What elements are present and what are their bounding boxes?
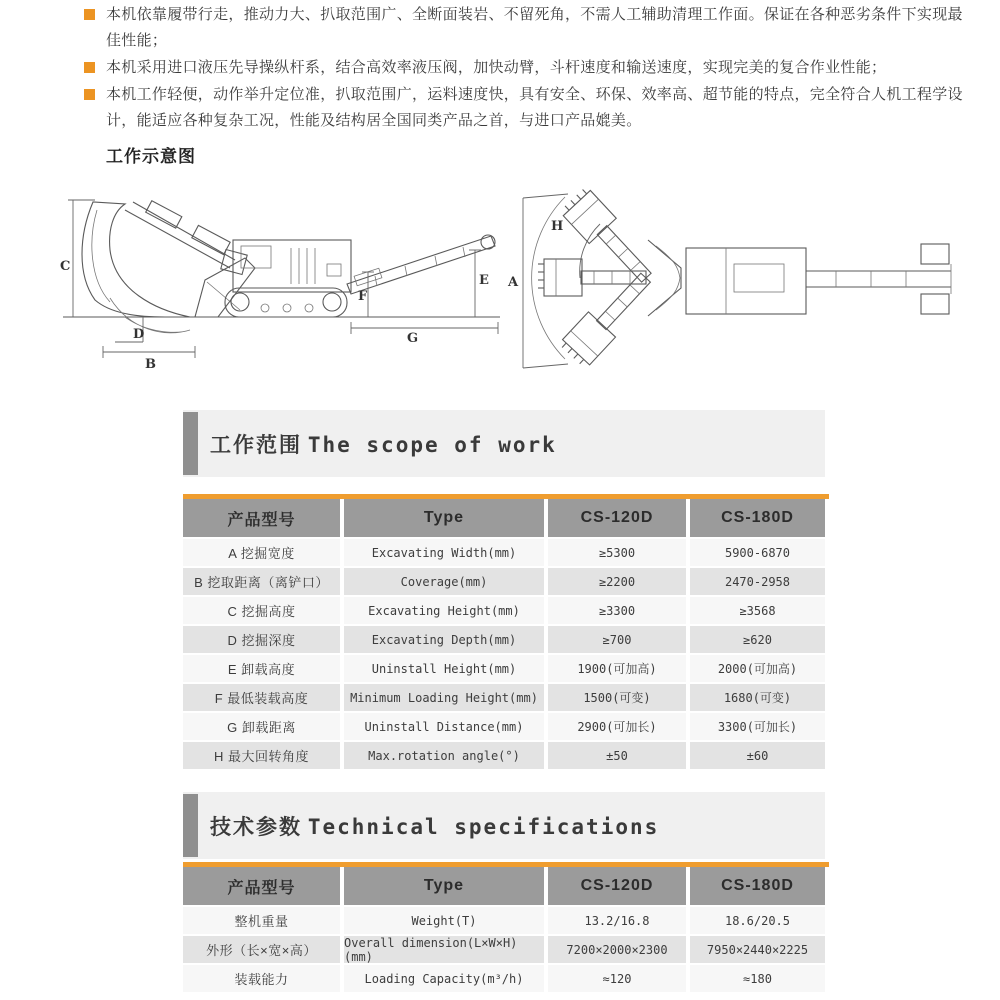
- table-row: [183, 907, 829, 934]
- table-cell: A 挖掘宽度: [183, 539, 340, 566]
- section-header-scope: [183, 410, 825, 477]
- table-row: [183, 936, 829, 963]
- table-row: [183, 655, 829, 682]
- table-cell: 1680(可变): [690, 684, 825, 711]
- table-cell: E 卸载高度: [183, 655, 340, 682]
- table-cell: Excavating Height(mm): [344, 597, 544, 624]
- bullet-square-icon: [84, 89, 95, 100]
- table-cell: ≥620: [690, 626, 825, 653]
- column-header: CS-180D: [690, 867, 825, 905]
- table-row: [183, 713, 829, 740]
- list-item: [84, 82, 970, 134]
- dim-label-H: H: [551, 219, 564, 234]
- table-cell: ≥2200: [548, 568, 686, 595]
- table-cell: Weight(T): [344, 907, 544, 934]
- table-cell: H 最大回转角度: [183, 742, 340, 769]
- section-title-en: Technical specifications: [307, 815, 660, 839]
- column-header: Type: [344, 499, 544, 537]
- table-cell: 5900-6870: [690, 539, 825, 566]
- scope-table: [183, 494, 829, 769]
- diagram-heading: 工作示意图: [106, 147, 196, 166]
- bullet-text: 本机依靠履带行走，推动力大、扒取范围广、全断面装岩、不留死角，不需人工辅助清理工作面。保证在各种恶劣条件下实现最佳性能；: [106, 6, 963, 49]
- dim-label-G: G: [407, 331, 419, 346]
- table-cell: G 卸载距离: [183, 713, 340, 740]
- table-cell: ≈120: [548, 965, 686, 992]
- table-cell: 1900(可加高): [548, 655, 686, 682]
- table-header-row: [183, 867, 829, 905]
- table-cell: Overall dimension(L×W×H)(mm): [344, 936, 544, 963]
- dim-label-F: F: [358, 289, 368, 304]
- table-cell: 2470-2958: [690, 568, 825, 595]
- section-title: [210, 811, 659, 841]
- table-row: [183, 626, 829, 653]
- table-cell: ≥3300: [548, 597, 686, 624]
- dim-label-A: A: [508, 275, 519, 290]
- table-row: [183, 965, 829, 992]
- table-cell: Uninstall Height(mm): [344, 655, 544, 682]
- table-row: [183, 539, 829, 566]
- intro-bullet-list: [84, 2, 970, 135]
- section-bar-icon: [183, 412, 198, 475]
- list-item: [84, 2, 970, 54]
- table-cell: 2900(可加长): [548, 713, 686, 740]
- section-title-en: The scope of work: [307, 433, 557, 457]
- table-cell: Loading Capacity(m³/h): [344, 965, 544, 992]
- side-view-diagram: [55, 180, 505, 385]
- column-header: Type: [344, 867, 544, 905]
- specs-table: [183, 862, 829, 992]
- bullet-square-icon: [84, 9, 95, 20]
- table-cell: ≥700: [548, 626, 686, 653]
- table-row: [183, 684, 829, 711]
- section-bar-icon: [183, 794, 198, 857]
- table-cell: 2000(可加高): [690, 655, 825, 682]
- table-cell: D 挖掘深度: [183, 626, 340, 653]
- table-cell: Excavating Width(mm): [344, 539, 544, 566]
- dim-label-D: D: [133, 327, 145, 342]
- table-cell: 装载能力: [183, 965, 340, 992]
- table-cell: 整机重量: [183, 907, 340, 934]
- table-cell: ≈180: [690, 965, 825, 992]
- table-cell: B 挖取距离（离铲口）: [183, 568, 340, 595]
- table-body: [183, 907, 829, 992]
- table-cell: ±60: [690, 742, 825, 769]
- table-cell: ≥3568: [690, 597, 825, 624]
- column-header: CS-120D: [548, 499, 686, 537]
- table-row: [183, 568, 829, 595]
- table-cell: 3300(可加长): [690, 713, 825, 740]
- top-view-diagram: [496, 168, 964, 396]
- table-cell: Uninstall Distance(mm): [344, 713, 544, 740]
- dim-label-C: C: [60, 259, 71, 274]
- bullet-text: 本机工作轻便，动作举升定位准，扒取范围广，运料速度快，具有安全、环保、效率高、超节能的特点，完全符合人机工程学设计，能适应各种复杂工况，性能及结构居全国同类产品之首，与进口产品媲美。: [106, 86, 963, 129]
- table-cell: 1500(可变): [548, 684, 686, 711]
- table-cell: Minimum Loading Height(mm): [344, 684, 544, 711]
- section-title-cn: 工作范围: [210, 434, 302, 457]
- table-body: [183, 539, 829, 769]
- table-cell: Excavating Depth(mm): [344, 626, 544, 653]
- table-cell: Max.rotation angle(°): [344, 742, 544, 769]
- table-cell: 18.6/20.5: [690, 907, 825, 934]
- table-row: [183, 742, 829, 769]
- dim-label-B: B: [145, 357, 156, 372]
- table-cell: 外形（长×宽×高）: [183, 936, 340, 963]
- dim-label-E: E: [479, 273, 489, 288]
- column-header: 产品型号: [183, 867, 340, 905]
- table-header-row: [183, 499, 829, 537]
- section-title-cn: 技术参数: [210, 816, 302, 839]
- table-cell: ≥5300: [548, 539, 686, 566]
- table-cell: Coverage(mm): [344, 568, 544, 595]
- table-cell: 7950×2440×2225: [690, 936, 825, 963]
- list-item: [84, 55, 970, 81]
- bullet-text: 本机采用进口液压先导操纵杆系，结合高效率液压阀，加快动臂，斗杆速度和输送速度，实现完美的复合作业性能；: [106, 59, 887, 76]
- bullet-square-icon: [84, 62, 95, 73]
- table-row: [183, 597, 829, 624]
- table-cell: C 挖掘高度: [183, 597, 340, 624]
- table-cell: F 最低装载高度: [183, 684, 340, 711]
- table-cell: 7200×2000×2300: [548, 936, 686, 963]
- column-header: CS-180D: [690, 499, 825, 537]
- column-header: CS-120D: [548, 867, 686, 905]
- table-cell: ±50: [548, 742, 686, 769]
- table-cell: 13.2/16.8: [548, 907, 686, 934]
- column-header: 产品型号: [183, 499, 340, 537]
- section-header-specs: [183, 792, 825, 859]
- section-title: [210, 429, 557, 459]
